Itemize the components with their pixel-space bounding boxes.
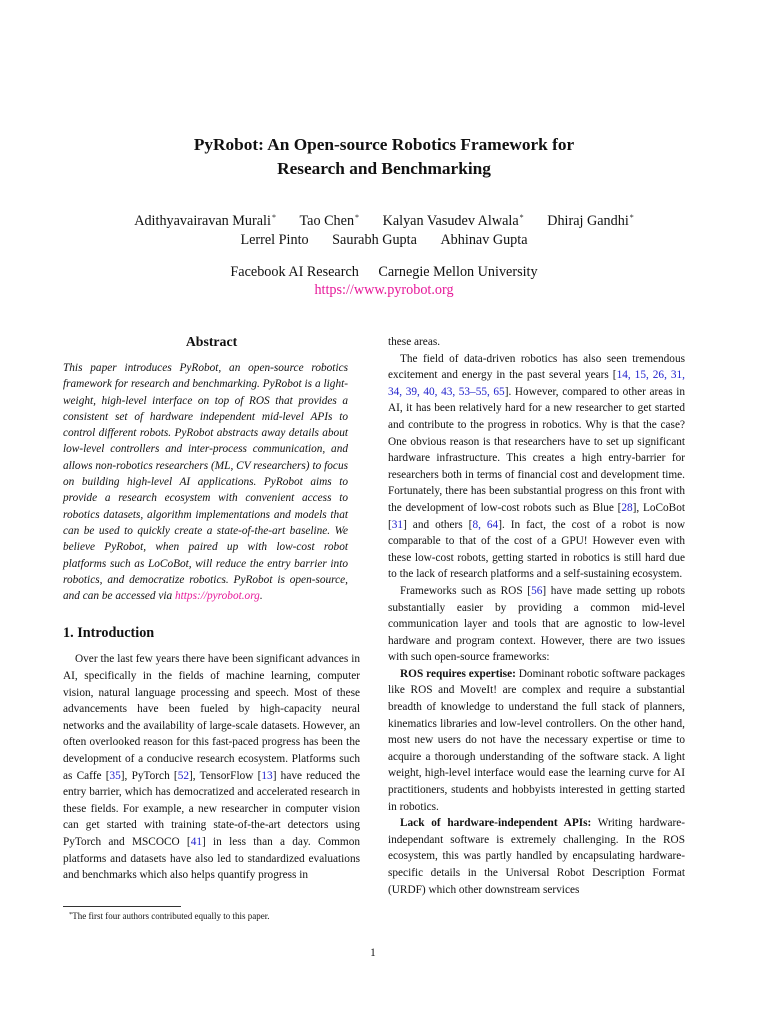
intro-paragraph-2: The field of data-driven robotics has also seen tremendous excitement and energy in the past several years [14, 15, 26, 31, 34, 39, 40, 43, 53–55, 65]. However, compared to other areas in AI, it has been relatively hard for a new researcher to get started and contribute to the progress in robotics. Why is that the case? One obvious reason is that researchers have to set up significant hardware infrastructure. This creates a high entry-barrier for researchers both in terms of financial cost and development time. Fortunately, there has been substantial progress on this front with the development of low-cost robots such as Blue [28], LoCoBot [31] and others [8, 64]. In fact, the cost of a robot is now comparable to that of the cost of a GPU! However even with these low-cost robots, getting started in robotics is still hard due to the lack of research platforms and a self-sustaining ecosystem. <box>388 352 685 581</box>
abstract-body: This paper introduces PyRobot, an open-source robotics framework for research and benchmarking. PyRobot is a light-weight, high-level interface on top of ROS that provides a consistent set of hardware independent mid-level APIs to control different robots. PyRobot abstracts away details about low-level controllers and inter-process communication, and allows non-robotics researchers (ML, CV researchers) to focus on building high-level AI applications. PyRobot aims to provide a research ecosystem with convenient access to robotics datasets, algorithm implementations and models that can be used to quickly create a state-of-the-art baseline. We believe PyRobot, when paired up with low-cost robot platforms such as LoCoBot, will reduce the entry barrier into robotics, and democratize robotics. PyRobot is open-source, and can be accessed via https://pyrobot.org. <box>63 362 348 603</box>
citation-link[interactable]: 41 <box>190 835 202 848</box>
author-gandhi: Dhiraj Gandhi* <box>547 213 634 229</box>
author-alwala: Kalyan Vasudev Alwala* <box>382 213 524 229</box>
intro-paragraph-1: Over the last few years there have been significant advances in AI, specifically in the fields of machine learning, computer vision, natural language processing and speech. Most of these advancements have been fueled by high-capacity neural networks and the availability of large-scale datasets. However, an often overlooked reason for this fast-paced progress has been the development of a conducive research ecosystem. Platforms such as Caffe [35], PyTorch [52], TensorFlow [13] have reduced the entry barrier, which has democratized and accelerated research in these fields. For example, a new researcher in computer vision can get started with training state-of-the-art detectors using PyTorch and MSCOCO [41] in less than a day. Common platforms and datasets have also led to standardized evaluations and benchmarks which also helps quantify progress in <box>63 653 360 882</box>
paragraph-lead: Lack of hardware-independent APIs: <box>400 817 592 830</box>
footnote: *The first four authors contributed equally to this paper. <box>69 911 270 921</box>
citation-link[interactable]: 56 <box>531 584 543 597</box>
equal-contribution-mark: * <box>271 213 276 222</box>
equal-contribution-mark: * <box>355 213 360 222</box>
intro-paragraph-3: Frameworks such as ROS [56] have made setting up robots substantially easier by providing a common mid-level communication layer and tools that are agnostic to low-level hardware and program context. However, there are two issues with such open-source frameworks: <box>388 584 685 664</box>
footnote-rule <box>63 906 181 907</box>
author-list <box>0 208 768 250</box>
author-abhinav-gupta: Abhinav Gupta <box>440 232 528 248</box>
citation-link[interactable]: 52 <box>177 769 189 782</box>
author-line-1 <box>0 208 768 231</box>
citation-link[interactable]: 31 <box>391 518 404 531</box>
page-number: 1 <box>370 947 376 959</box>
section-heading-introduction: 1. Introduction <box>63 625 155 642</box>
citation-link[interactable]: 35 <box>109 769 121 782</box>
author-saurabh-gupta: Saurabh Gupta <box>332 232 417 248</box>
affiliation-line <box>0 263 768 281</box>
intro-paragraph-hardware-apis: Lack of hardware-independent APIs: Writing hardware-independant software is extremely challenging. In the ROS ecosystem, this was partly handled by encapsulating hardware-specific details in the Universal Robot Description Format (URDF) which other downstream services <box>388 817 685 896</box>
project-url-link[interactable]: https://www.pyrobot.org <box>314 282 454 298</box>
affiliation-facebook: Facebook AI Research <box>230 264 359 280</box>
intro-paragraph-ros-expertise: ROS requires expertise: Dominant robotic software packages like ROS and MoveIt! are complex and require a substantial breadth of knowledge to understand the full stack of planners, kinematics libraries and low-level controllers. On the other hand, most new users do not have the necessary expertise or time to acquire a thorough understanding of the software stack. A light weight, high-level interface would ease the learning curve for AI practitioners, students and hobbyists interested in getting started in robotics. <box>388 667 685 813</box>
citation-link[interactable]: 28 <box>621 501 633 514</box>
paragraph-lead: ROS requires expertise: <box>400 667 516 680</box>
equal-contribution-mark: * <box>519 213 524 222</box>
footnote-mark: * <box>69 911 73 918</box>
continued-text: these areas. <box>388 336 441 348</box>
left-column <box>63 333 360 884</box>
affiliation-cmu: Carnegie Mellon University <box>378 264 538 280</box>
citation-link[interactable]: 13 <box>261 769 273 782</box>
author-murali: Adithyavairavan Murali* <box>134 213 276 229</box>
abstract-url-link[interactable]: https://pyrobot.org <box>175 590 260 603</box>
equal-contribution-mark: * <box>629 213 634 222</box>
abstract-heading: Abstract <box>185 334 238 349</box>
author-chen: Tao Chen* <box>299 213 360 229</box>
citation-link[interactable]: 14, 15, 26, 31, 34, 39, 40, 43, 53–55, 65 <box>388 369 685 398</box>
title-line-1: PyRobot: An Open-source Robotics Framework for <box>193 135 575 154</box>
citation-link[interactable]: 8, 64 <box>472 518 499 531</box>
author-pinto: Lerrel Pinto <box>240 232 309 248</box>
title-line-2: Research and Benchmarking <box>277 159 491 178</box>
right-column <box>388 334 685 898</box>
paper-title <box>0 133 768 181</box>
affiliations <box>0 263 768 299</box>
author-line-2 <box>0 231 768 250</box>
